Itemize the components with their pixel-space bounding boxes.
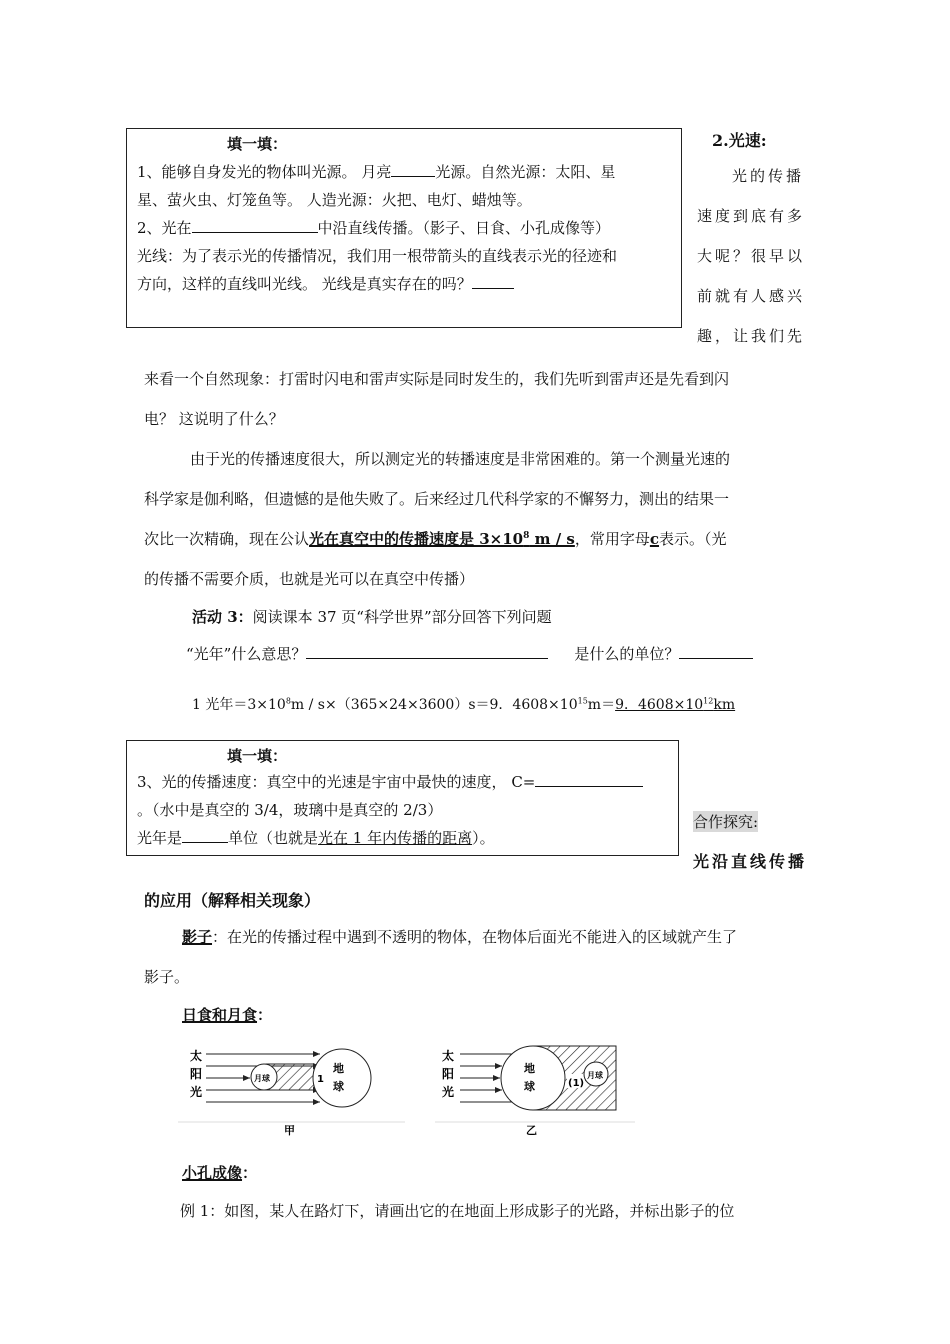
solar-eclipse-diagram [178, 1048, 405, 1137]
unit-blank[interactable] [679, 643, 753, 659]
moon-label-2: 月球 [587, 1071, 603, 1080]
sun-label-1a: 太 [190, 1049, 203, 1063]
side1-line-1: 光的传播 [732, 167, 805, 185]
para2-line-3: 次比一次精确，现在公认光在真空中的传播速度是 $3\times 10^8$ m / s，常用字母c表示。（光 [144, 530, 727, 548]
para2-line-4: 的传播不需要介质，也就是光可以在真空中传播） [144, 570, 475, 588]
moon-label-1: 月球 [254, 1074, 270, 1083]
earth-label-2b: 球 [524, 1080, 535, 1093]
example-1: 例 1：如图，某人在路灯下，请画出它的在地面上形成影子的光路，并标出影子的位 [180, 1202, 735, 1220]
straight-line-heading: 光沿直线传播 [693, 852, 808, 871]
application-heading: 的应用（解释相关现象） [144, 891, 321, 910]
side1-line-4: 前就有人感兴 [697, 287, 806, 305]
sun-label-2c: 光 [442, 1085, 455, 1099]
sun-label-1c: 光 [190, 1085, 203, 1099]
activity-3: 活动 3：阅读课本 37 页“科学世界”部分回答下列问题 [192, 608, 552, 626]
lunar-eclipse-diagram [435, 1046, 635, 1137]
earth-label-1a: 地 [333, 1062, 344, 1075]
box2-line-1: 3、光的传播速度：真空中的光速是宇宙中最快的速度， C= [137, 771, 643, 792]
box1-line-3: 2、光在 中沿直线传播。（影子、日食、小孔成像等） [137, 219, 611, 237]
moon-blank[interactable] [391, 161, 435, 177]
para1-line-1: 来看一个自然现象：打雷时闪电和雷声实际是同时发生的，我们先听到雷声还是先看到闪 [144, 370, 730, 388]
region-1: 1 [317, 1074, 324, 1085]
box1-line-4: 光线：为了表示光的传播情况，我们用一根带箭头的直线表示光的径迹和 [137, 247, 618, 265]
c-value-blank[interactable] [535, 771, 643, 787]
caption-jia: 甲 [284, 1124, 295, 1137]
earth-label-1b: 球 [333, 1080, 344, 1093]
light-year-meaning-blank[interactable] [306, 643, 548, 659]
box1-line-2: 星、萤火虫、灯笼鱼等。 人造光源：火把、电灯、蜡烛等。 [137, 191, 532, 209]
light-year-km: 9．$4608\times 10^{12}km$ [615, 696, 736, 713]
activity-questions: “光年”什么意思？ 是什么的单位？ [186, 643, 753, 664]
side1-line-2: 速度到底有多 [697, 207, 806, 225]
shadow-definition: 影子：在光的传播过程中遇到不透明的物体，在物体后面光不能进入的区域就产生了 [182, 928, 738, 946]
box2-line-3: 光年是 单位（也就是光在 1 年内传播的距离）。 [137, 829, 495, 847]
para2-line-1: 由于光的传播速度很大，所以测定光的转播速度是非常困难的。第一个测量光速的 [190, 450, 731, 468]
light-speed-heading: 2.光速: [712, 131, 767, 150]
sun-label-2a: 太 [442, 1049, 455, 1063]
light-year-formula: 1 光年$=3\times 10^8m / s\times(365\times 24\times 3600)s=9$．$4608\times 10^{15}m=9$．$4608\times 10^{12}km$ [192, 696, 736, 713]
box2-line-2: 。（水中是真空的 3/4，玻璃中是真空的 2/3） [137, 801, 443, 819]
medium-blank[interactable] [192, 217, 318, 233]
pinhole-heading: 小孔成像： [182, 1164, 258, 1182]
light-year-unit-blank[interactable] [182, 827, 228, 843]
eclipse-heading: 日食和月食： [182, 1006, 273, 1024]
eclipse-figure [170, 1030, 640, 1142]
letter-c: c [649, 530, 660, 548]
sun-label-1b: 阳 [190, 1067, 203, 1081]
region-2: (1) [568, 1078, 585, 1089]
box1-line-1: 1、能够自身发光的物体叫光源。 月亮 光源。自然光源：太阳、星 [137, 163, 616, 181]
side1-line-3: 大呢？很早以 [697, 247, 806, 265]
shadow-definition-2: 影子。 [144, 968, 190, 986]
cooperative-inquiry-label: 合作探究: [693, 813, 759, 831]
box2-heading: 填一填： [227, 747, 288, 765]
light-speed-value: 光在真空中的传播速度是 $3\times 10^8$ m / s [309, 530, 575, 548]
box1-heading: 填一填： [227, 135, 288, 153]
caption-yi: 乙 [526, 1124, 537, 1137]
box1-line-5: 方向，这样的直线叫光线。 光线是真实存在的吗？ [137, 273, 514, 294]
earth-label-2a: 地 [524, 1062, 535, 1075]
sun-label-2b: 阳 [442, 1067, 455, 1081]
para2-line-2: 科学家是伽利略，但遗憾的是他失败了。后来经过几代科学家的不懈努力，测出的结果一 [144, 490, 730, 508]
fill-in-box-2 [126, 740, 679, 856]
side1-line-5: 趣，让我们先 [697, 327, 806, 345]
real-blank[interactable] [472, 273, 514, 289]
para1-line-2: 电？ 这说明了什么？ [144, 410, 284, 428]
fill-in-box-1 [126, 128, 682, 328]
